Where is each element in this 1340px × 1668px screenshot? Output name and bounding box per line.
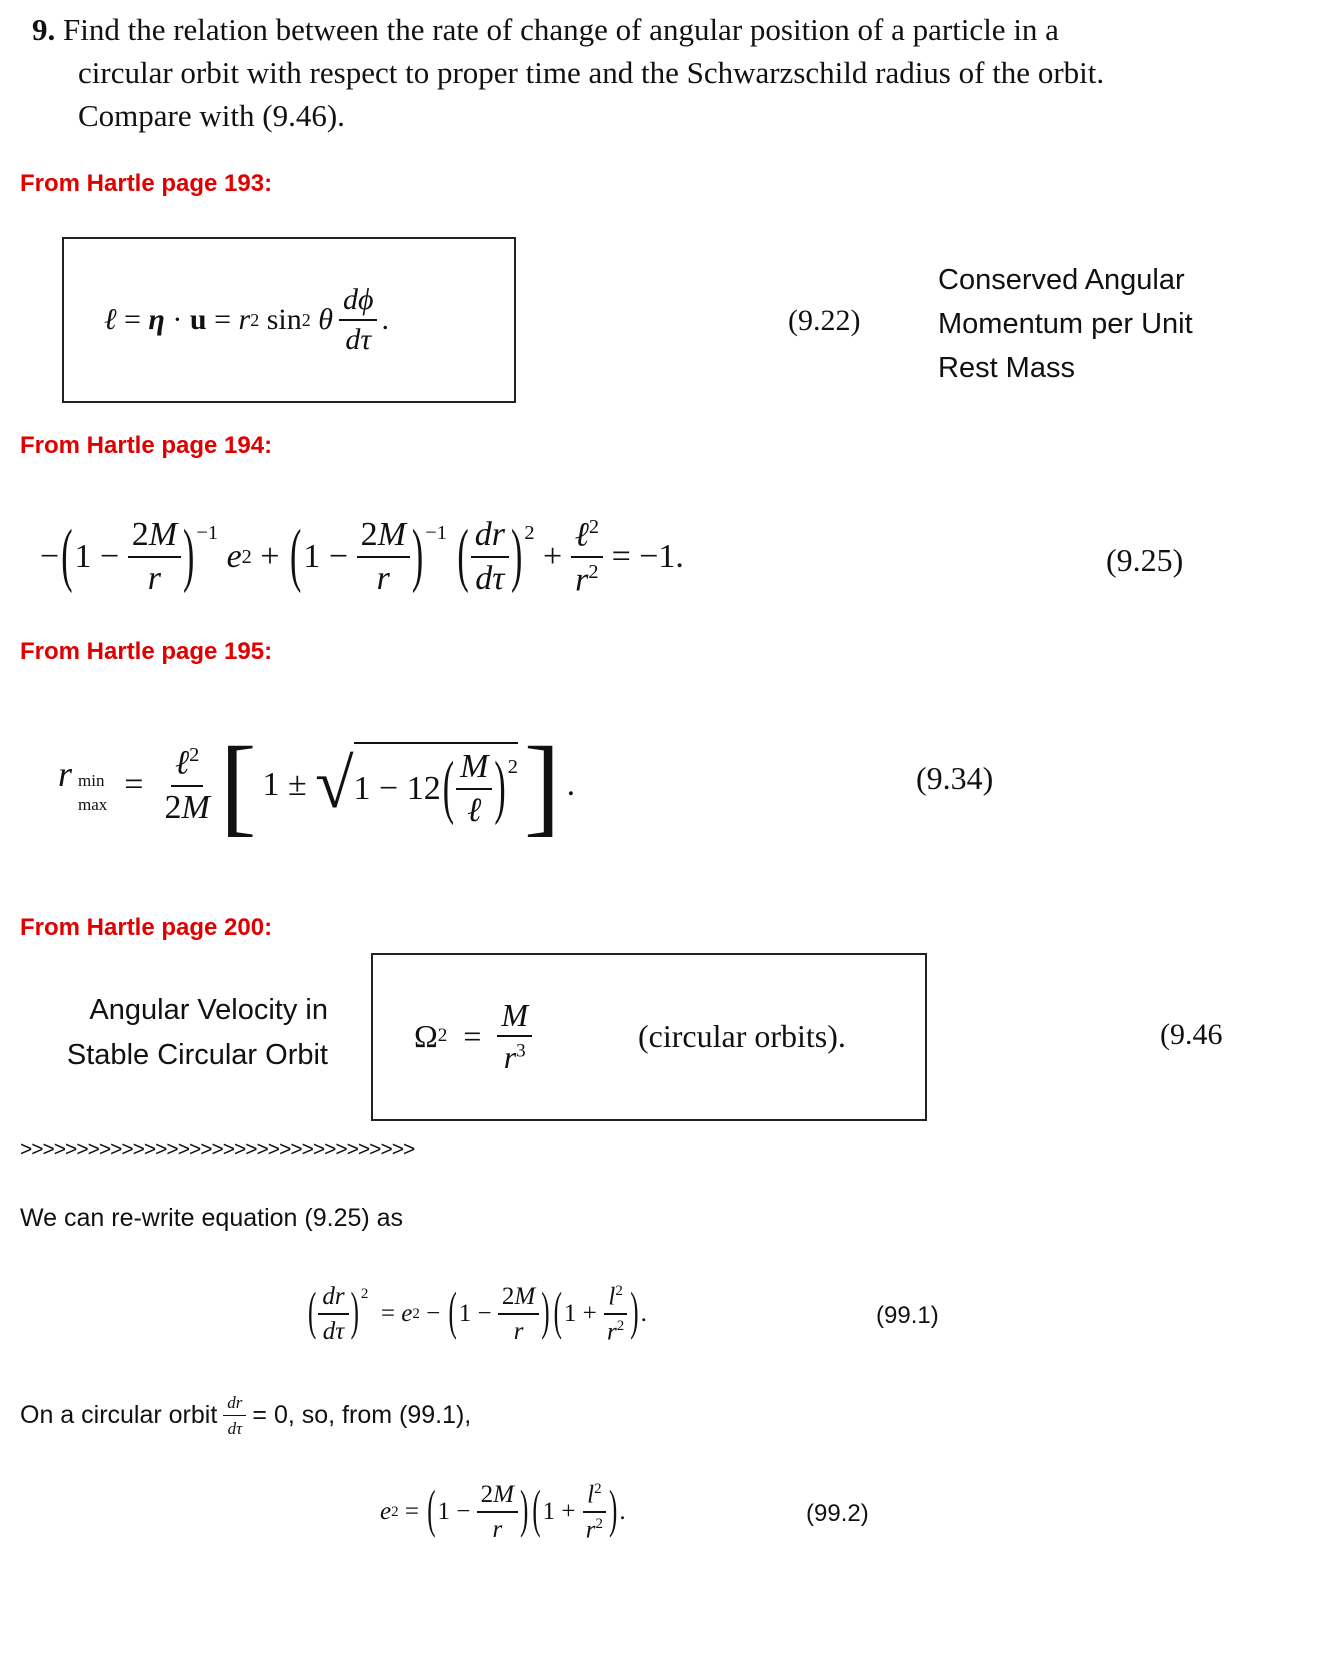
problem-line-3: Compare with (9.46). xyxy=(78,98,345,133)
circular-orbit-statement: On a circular orbit $\frac{dr}{d\tau}$ = 0, so, from (99.1), xyxy=(20,1392,472,1438)
subscript-max: max xyxy=(78,795,108,814)
section-heading-200: From Hartle page 200: xyxy=(20,914,273,941)
note-line-1: Conserved Angular xyxy=(938,264,1185,296)
equation-number-99-2: (99.2) xyxy=(806,1500,869,1527)
equation-number-9-46: (9.46 xyxy=(1160,1018,1223,1051)
angular-velocity-note xyxy=(30,988,328,1078)
equation-number-9-25: (9.25) xyxy=(1106,542,1184,578)
problem-number: 9. xyxy=(32,12,56,47)
equation-number-99-1: (99.1) xyxy=(876,1302,939,1329)
section-heading-194: From Hartle page 194: xyxy=(20,432,273,459)
separator-arrows: >>>>>>>>>>>>>>>>>>>>>>>>>>>>>>>>>>> xyxy=(20,1138,415,1161)
note-line-2: Stable Circular Orbit xyxy=(66,1039,328,1071)
equation-99-1: ( $\frac{dr}{d\tau}$ ) $^2$ = e 2 − ( 1 − $\frac{2M}{r}$ ) ( 1 + $\frac{l^2}{r^2}$ ) . xyxy=(308,1282,647,1346)
equation-9-46: Ω 2 = $\frac{M}{r^3}$ xyxy=(414,990,532,1082)
equation-9-25: − ( 1 − $\frac{2M}{r}$ ) $^{-1}$ e 2 + ( 1 − $\frac{2M}{r}$ ) $^{-1}$ ( $\frac{dr}{d\tau}$ ) $^2$ + $\frac{\ell^2}{r^2}$ = −1. xyxy=(40,515,684,599)
circular-orbit-text-post: = 0, so, from (99.1), xyxy=(252,1400,472,1429)
equation-number-9-22: (9.22) xyxy=(788,304,861,337)
problem-line-2: circular orbit with respect to proper time and the Schwarzschild radius of the orbit. xyxy=(78,55,1105,90)
equation-number-9-34: (9.34) xyxy=(916,760,994,796)
equation-9-34: r min max = $\frac{\ell^2}{2M}$ [ 1 ± √ 1 − 12 ( $\frac{M}{\text{ℓ}}$ ) $^2$ ] . xyxy=(58,724,576,846)
angular-momentum-note xyxy=(938,258,1193,390)
rewrite-text: We can re-write equation (9.25) as xyxy=(20,1204,404,1232)
section-heading-193: From Hartle page 193: xyxy=(20,170,273,197)
circular-orbits-condition: (circular orbits). xyxy=(638,1018,846,1054)
problem-statement xyxy=(32,8,1322,137)
problem-line-1 xyxy=(32,8,1322,51)
circular-orbit-text: On a circular orbit xyxy=(20,1400,218,1429)
note-line-2: Momentum per Unit xyxy=(938,308,1193,340)
section-heading-195: From Hartle page 195: xyxy=(20,638,273,665)
subscript-min: min xyxy=(78,771,105,790)
note-line-3: Rest Mass xyxy=(938,352,1075,384)
note-line-1: Angular Velocity in xyxy=(89,994,328,1026)
equation-99-2: e 2 = ( 1 − $\frac{2M}{r}$ ) ( 1 + $\frac{l^2}{r^2}$ ) . xyxy=(380,1480,626,1544)
equation-9-22: ℓ = η · u = r 2 sin 2 θ $\frac{d\phi}{d\tau}$ . xyxy=(104,283,389,356)
problem-text-1: Find the relation between the rate of change of angular position of a particle in a xyxy=(63,12,1059,47)
